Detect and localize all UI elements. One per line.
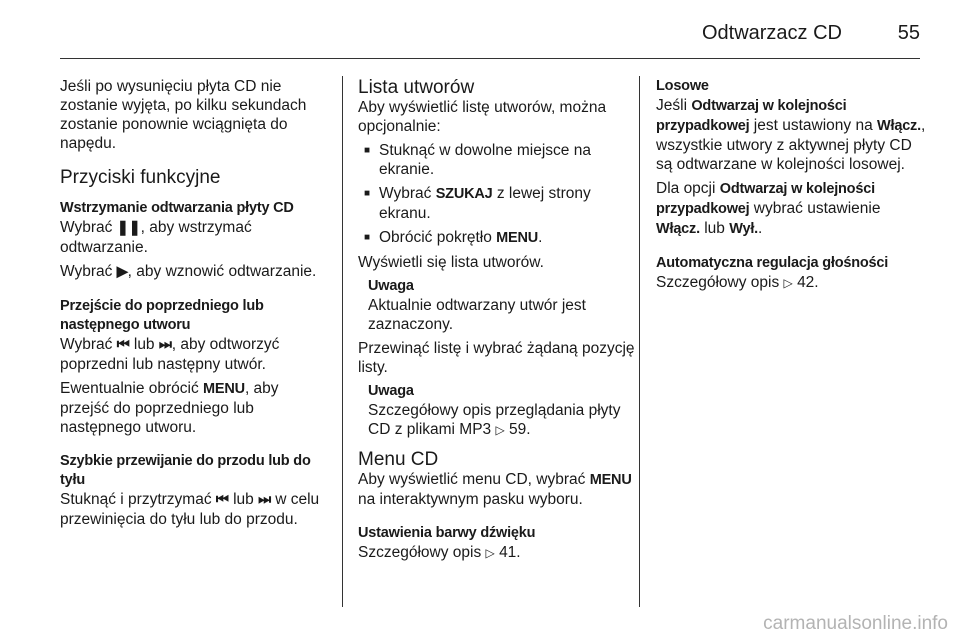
header-divider (60, 58, 920, 59)
pause-paragraph: Wybrać ❚❚, aby wstrzymać odtwarzanie. (60, 219, 252, 256)
tone-paragraph: Szczegółowy opis ▷ 41. (358, 544, 521, 561)
bullet-icon: ■ (364, 188, 371, 199)
list-item: ■ Wybrać SZUKAJ z lewej strony ekranu. (364, 185, 591, 222)
section-heading-buttons: Przyciski funkcyjne (60, 167, 221, 188)
section-heading-cd-menu: Menu CD (358, 449, 439, 470)
column-2 (358, 77, 638, 568)
list-shown-text: Wyświetli się lista utworów. (358, 254, 544, 271)
track-list-intro: Aby wyświetlić listę utworów, można opcjonalnie: (358, 99, 607, 135)
random-paragraph-1: Jeśli Odtwarzaj w kolejności przypadkowej jest ustawiony na Włącz., wszystkie utwory z aktywnej płyty CD są odtwarzane w kolejności losowej. (656, 97, 926, 173)
note-title: Uwaga (368, 278, 414, 294)
intro-paragraph: Jeśli po wysunięciu płyta CD nie zostanie wyjęta, po kilku sekundach zostanie ponownie wciągnięta do napędu. (60, 78, 307, 152)
fast-forward-icon: ⏭ (258, 492, 271, 508)
page-header (60, 20, 920, 46)
column-3 (656, 77, 926, 298)
note-box-2 (358, 382, 638, 440)
list-item: ■ Stuknąć w dowolne miejsce na ekranie. (364, 142, 591, 178)
subheading-auto-volume: Automatyczna regulacja głośności (656, 255, 889, 271)
column-1 (60, 77, 330, 534)
column-divider-1 (342, 76, 343, 607)
scroll-text: Przewinąć listę i wybrać żądaną pozycję listy. (358, 340, 635, 376)
section-heading-track-list: Lista utworów (358, 77, 475, 98)
random-paragraph-2: Dla opcji Odtwarzaj w kolejności przypadkowej wybrać ustawienie Włącz. lub Wył.. (656, 180, 881, 237)
list-item: ■ Obrócić pokrętło MENU. (364, 229, 543, 246)
column-divider-2 (639, 76, 640, 607)
page-reference[interactable]: 41. (499, 544, 521, 561)
subheading-tone: Ustawienia barwy dźwięku (358, 525, 536, 541)
watermark: carmanualsonline.info (763, 613, 948, 634)
page-title: Odtwarzacz CD (701, 22, 842, 44)
previous-track-icon: ⏮ (116, 337, 130, 353)
note-title: Uwaga (368, 383, 414, 399)
track-paragraph: Wybrać ⏮ lub ⏭, aby odtworzyć poprzedni lub następny utwór. (60, 336, 280, 373)
bullet-icon: ■ (364, 145, 371, 156)
page-reference[interactable]: 59. (509, 421, 531, 438)
pause-icon: ❚❚ (116, 220, 141, 236)
page-number: 55 (897, 22, 920, 44)
page-reference[interactable]: 42. (797, 274, 819, 291)
seek-paragraph: Stuknąć i przytrzymać ⏮ lub ⏭ w celu przewinięcia do tyłu lub do przodu. (60, 491, 320, 528)
bullet-icon: ■ (364, 232, 371, 243)
subheading-seek: Szybkie przewijanie do przodu lub do tyłu (60, 453, 311, 488)
auto-volume-paragraph: Szczegółowy opis ▷ 42. (656, 274, 819, 291)
alternative-paragraph: Ewentualnie obrócić MENU, aby przejść do poprzedniego lub następnego utworu. (60, 380, 279, 436)
subheading-pause: Wstrzymanie odtwarzania płyty CD (60, 200, 294, 216)
page-reference-icon: ▷ (495, 423, 505, 437)
page-reference-icon: ▷ (783, 276, 793, 290)
subheading-random: Losowe (656, 78, 709, 94)
next-track-icon: ⏭ (158, 337, 172, 353)
play-icon: ▶ (116, 264, 128, 280)
note-text: Szczegółowy opis przeglądania płyty CD z plikami MP3 ▷ 59. (368, 402, 621, 438)
resume-paragraph: Wybrać ▶, aby wznowić odtwarzanie. (60, 263, 317, 280)
subheading-track-skip: Przejście do poprzedniego lub następnego utworu (60, 298, 264, 333)
note-text: Aktualnie odtwarzany utwór jest zaznaczony. (368, 297, 586, 333)
page-reference-icon: ▷ (485, 546, 495, 560)
rewind-icon: ⏮ (215, 492, 229, 508)
note-box-1 (358, 277, 638, 334)
menu-paragraph: Aby wyświetlić menu CD, wybrać MENU na interaktywnym pasku wyboru. (358, 471, 632, 508)
